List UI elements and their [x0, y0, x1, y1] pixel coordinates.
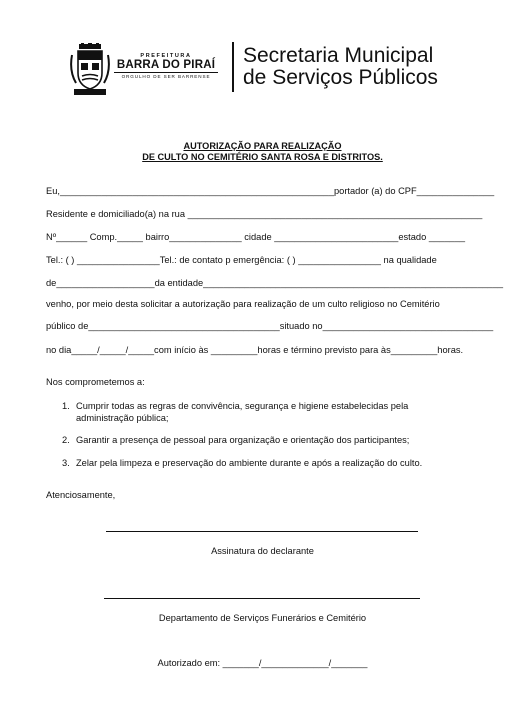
signature-label-department: Departamento de Serviços Funerários e Cemitério	[158, 613, 367, 623]
city-crest-icon	[68, 43, 112, 97]
closing-text: Atenciosamente,	[46, 490, 116, 500]
commitment-text: Zelar pela limpeza e preservação do ambiente durante e após a realização do culto.	[76, 458, 423, 468]
prefeitura-label: PREFEITURA	[140, 53, 192, 59]
commitment-text: Garantir a presença de pessoal para organização e orientação dos participantes;	[76, 435, 410, 445]
form-line-phones: Tel.: ( ) ________________Tel.: de contato p emergência: ( ) ________________ na qualidade	[46, 255, 437, 265]
city-tagline: ORGULHO DE SER BARRENSE	[114, 72, 218, 79]
form-line-name-cpf: Eu,_____________________________________________________portador (a) do CPF_______________	[46, 186, 495, 196]
signature-line-declarant	[106, 531, 418, 532]
document-title-line1: AUTORIZAÇÃO PARA REALIZAÇÃO	[183, 141, 342, 151]
commitment-number: 1.	[62, 401, 70, 411]
secretaria-title	[243, 45, 438, 89]
signature-label-declarant: Assinatura do declarante	[211, 546, 314, 556]
document-title-line2: DE CULTO NO CEMITÉRIO SANTA ROSA E DISTRITOS.	[142, 152, 383, 162]
signature-line-department	[104, 598, 420, 599]
form-line-cemetery: público de_____________________________________situado no_________________________________	[46, 321, 494, 331]
form-line-address: Residente e domiciliado(a) na rua _________________________________________________________	[46, 209, 483, 219]
secretaria-line2: de Serviços Públicos	[243, 66, 438, 89]
commitments-intro: Nos comprometemos a:	[46, 377, 145, 387]
form-line-request: venho, por meio desta solicitar a autorização para realização de um culto religioso no Cemitério	[46, 299, 440, 309]
form-line-date-time: no dia_____/_____/_____com início às _________horas e término previsto para às_________horas.	[46, 345, 464, 355]
city-brand-logo	[114, 53, 218, 79]
form-line-number-city: Nº______ Comp._____ bairro______________ cidade ________________________estado _______	[46, 232, 466, 242]
header-divider	[232, 42, 234, 92]
commitment-text: Cumprir todas as regras de convivência, segurança e higiene estabelecidas pela administração pública;	[76, 401, 409, 423]
authorized-date-line: Autorizado em: _______/_____________/_______	[157, 658, 368, 668]
commitment-number: 2.	[62, 435, 70, 445]
city-name: BARRA DO PIRAÍ	[116, 59, 216, 71]
form-line-entity: de___________________da entidade__________________________________________________________	[46, 278, 504, 288]
commitment-number: 3.	[62, 458, 70, 468]
secretaria-line1: Secretaria Municipal	[243, 44, 434, 67]
